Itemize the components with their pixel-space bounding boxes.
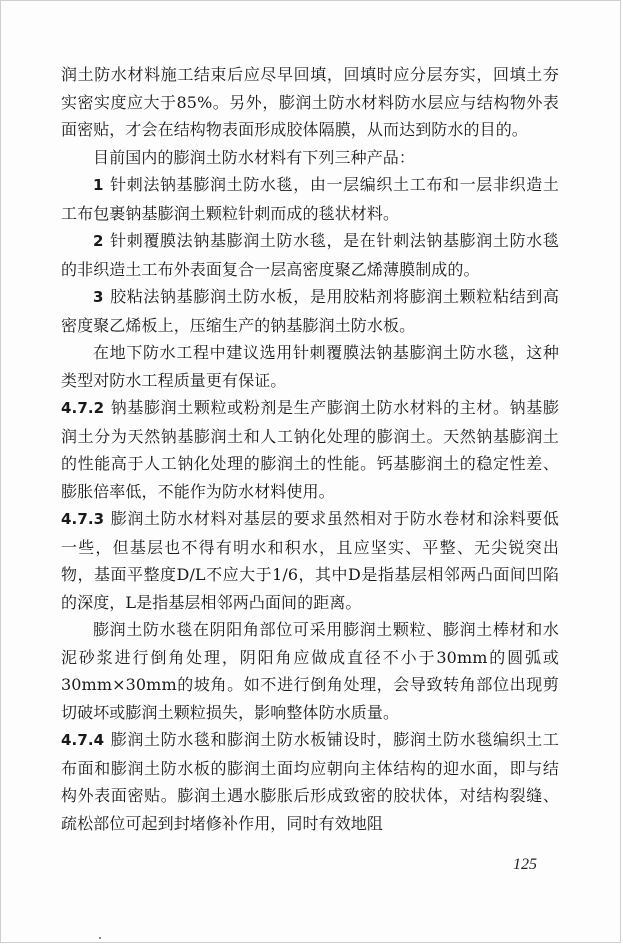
section-number: 4.7.4 bbox=[61, 731, 105, 749]
paragraph-text: 针刺法钠基膨润土防水毯，由一层编织土工布和一层非织造土工布包裹钠基膨润土颗粒针刺而成的毯状材料。 bbox=[61, 175, 559, 223]
list-item-2 bbox=[61, 227, 559, 283]
paragraph-text: 膨润土防水毯和膨润土防水板铺设时，膨润土防水毯编织土工布面和膨润土防水板的膨润土面均应朝向主体结构的迎水面，即与结构外表面密贴。膨润土遇水膨胀后形成致密的胶状体，对结构裂缝、疏松部位可起到封堵修补作用，同时有效地阻 bbox=[61, 730, 559, 833]
list-item-1 bbox=[61, 171, 559, 227]
paragraph-text: 膨润土防水材料对基层的要求虽然相对于防水卷材和涂料要低一些，但基层也不得有明水和积水，且应坚实、平整、无尖锐突出物，基面平整度D/L不应大于1/6，其中D是指基层相邻两凸面间凹陷的深度，L是指基层相邻两凸面间的距离。 bbox=[61, 509, 559, 612]
paragraph-recommendation bbox=[61, 339, 559, 394]
scan-speck bbox=[99, 937, 101, 939]
section-number: 4.7.3 bbox=[61, 510, 105, 528]
list-number: 2 bbox=[93, 232, 104, 250]
paragraph-text: 针刺覆膜法钠基膨润土防水毯，是在针刺法钠基膨润土防水毯的非织造土工布外表面复合一层高密度聚乙烯薄膜制成的。 bbox=[61, 231, 559, 279]
paragraph-intro bbox=[61, 144, 559, 172]
page-body bbox=[61, 61, 559, 837]
paragraph-text: 润土防水材料施工结束后应尽早回填，回填时应分层夯实，回填土夯实密实度应大于85%。另外，膨润土防水材料防水层应与结构物外表面密贴，才会在结构物表面形成胶体隔膜，从而达到防水的目的。 bbox=[61, 65, 559, 139]
section-number: 4.7.2 bbox=[61, 399, 105, 417]
paragraph-continued bbox=[61, 61, 559, 144]
section-4-7-4 bbox=[61, 726, 559, 837]
paragraph-text: 目前国内的膨润土防水材料有下列三种产品： bbox=[93, 147, 416, 167]
paragraph-text: 在地下防水工程中建议选用针刺覆膜法钠基膨润土防水毯，这种类型对防水工程质量更有保证。 bbox=[61, 343, 559, 390]
section-4-7-3 bbox=[61, 505, 559, 616]
paragraph-text: 胶粘法钠基膨润土防水板，是用胶粘剂将膨润土颗粒粘结到高密度聚乙烯板上，压缩生产的钠基膨润土防水板。 bbox=[61, 287, 559, 335]
page-number: 125 bbox=[513, 856, 537, 873]
list-number: 3 bbox=[93, 288, 104, 306]
paragraph-text: 膨润土防水毯在阴阳角部位可采用膨润土颗粒、膨润土棒材和水泥砂浆进行倒角处理，阴阳角应做成直径不小于30mm的圆弧或30mm×30mm的坡角。如不进行倒角处理，会导致转角部位出现剪切破坏或膨润土颗粒损失，影响整体防水质量。 bbox=[61, 620, 559, 722]
list-number: 1 bbox=[93, 176, 104, 194]
paragraph-text: 钠基膨润土颗粒或粉剂是生产膨润土防水材料的主材。钠基膨润土分为天然钠基膨润土和人工钠化处理的膨润土。天然钠基膨润土的性能高于人工钠化处理的膨润土的性能。钙基膨润土的稳定性差、膨胀倍率低，不能作为防水材料使用。 bbox=[61, 398, 559, 501]
paragraph-corner-treatment bbox=[61, 616, 559, 726]
list-item-3 bbox=[61, 283, 559, 339]
section-4-7-2 bbox=[61, 394, 559, 505]
